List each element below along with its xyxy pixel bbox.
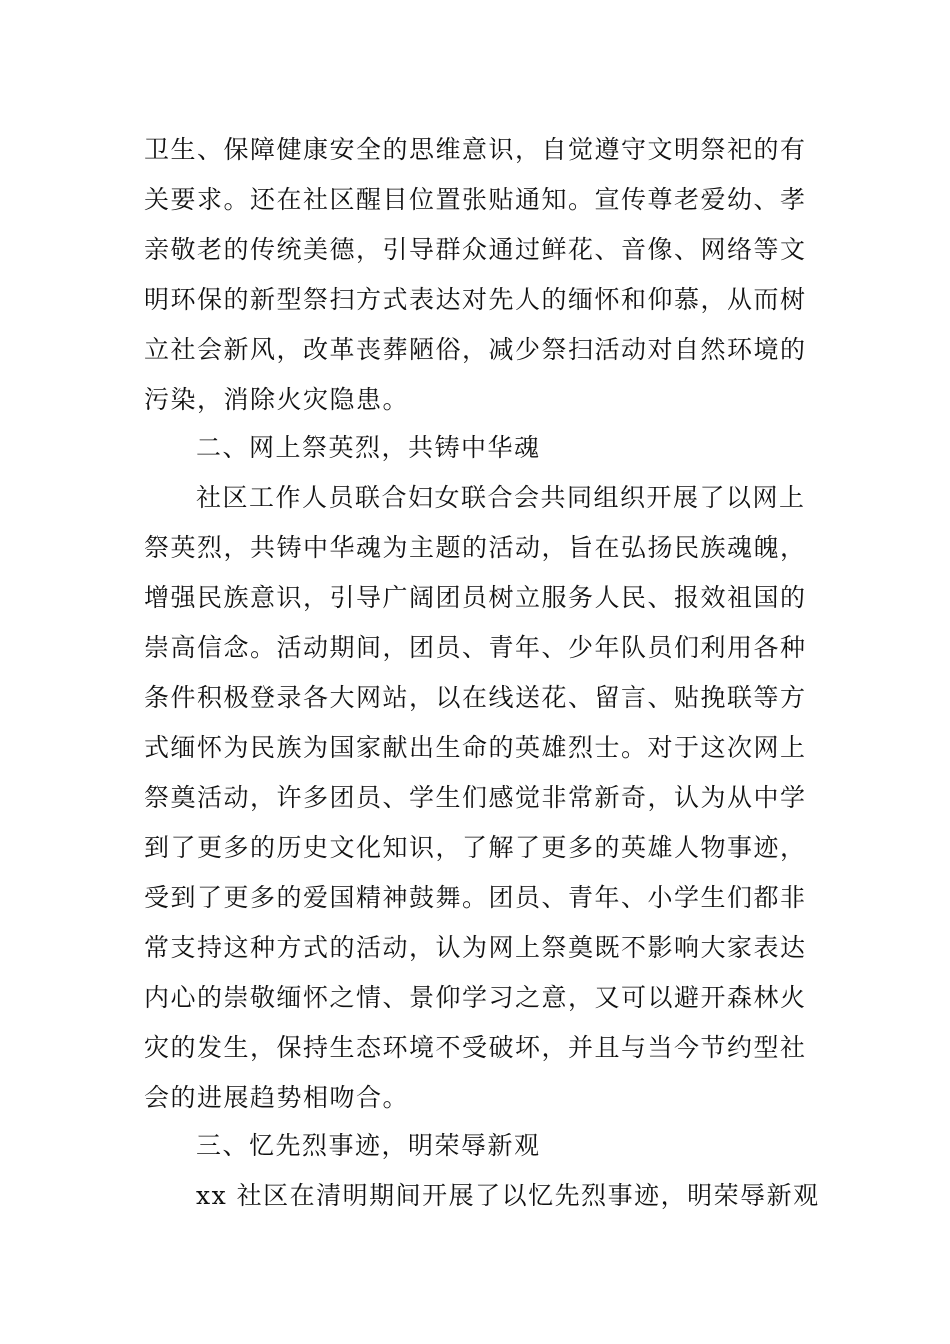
paragraph-line: 祭英烈，共铸中华魂为主题的活动，旨在弘扬民族魂魄， bbox=[144, 533, 807, 562]
paragraph-line: 内心的崇敬缅怀之情、景仰学习之意，又可以避开森林火 bbox=[144, 983, 807, 1012]
section-heading: 二、网上祭英烈，共铸中华魂 bbox=[196, 433, 541, 462]
paragraph-line: 亲敬老的传统美德，引导群众通过鲜花、音像、网络等文 bbox=[144, 235, 807, 264]
paragraph-line: 立社会新风，改革丧葬陋俗，减少祭扫活动对自然环境的 bbox=[144, 335, 807, 364]
paragraph-line: 关要求。还在社区醒目位置张贴通知。宣传尊老爱幼、孝 bbox=[144, 185, 807, 214]
paragraph-line: 受到了更多的爱国精神鼓舞。团员、青年、小学生们都非 bbox=[144, 883, 807, 912]
paragraph-line: 会的进展趋势相吻合。 bbox=[144, 1083, 410, 1112]
paragraph-line: 灾的发生，保持生态环境不受破坏，并且与当今节约型社 bbox=[144, 1033, 807, 1062]
paragraph-line: 增强民族意识，引导广阔团员树立服务人民、报效祖国的 bbox=[144, 583, 807, 612]
paragraph-line: xx 社区在清明期间开展了以忆先烈事迹，明荣辱新观 bbox=[196, 1181, 820, 1210]
paragraph-line: 社区工作人员联合妇女联合会共同组织开展了以网上 bbox=[196, 483, 806, 512]
paragraph-line: 条件积极登录各大网站，以在线送花、留言、贴挽联等方 bbox=[144, 683, 807, 712]
paragraph-line: 式缅怀为民族为国家献出生命的英雄烈士。对于这次网上 bbox=[144, 733, 807, 762]
paragraph-line: 崇高信念。活动期间，团员、青年、少年队员们利用各种 bbox=[144, 633, 807, 662]
paragraph-line: 明环保的新型祭扫方式表达对先人的缅怀和仰慕，从而树 bbox=[144, 285, 807, 314]
section-heading: 三、忆先烈事迹，明荣辱新观 bbox=[196, 1131, 541, 1160]
paragraph-line: 祭奠活动，许多团员、学生们感觉非常新奇，认为从中学 bbox=[144, 783, 807, 812]
paragraph-line: 卫生、保障健康安全的思维意识，自觉遵守文明祭祀的有 bbox=[144, 135, 807, 164]
paragraph-line: 污染，消除火灾隐患。 bbox=[144, 385, 410, 414]
paragraph-line: 到了更多的历史文化知识，了解了更多的英雄人物事迹， bbox=[144, 833, 807, 862]
paragraph-line: 常支持这种方式的活动，认为网上祭奠既不影响大家表达 bbox=[144, 933, 807, 962]
